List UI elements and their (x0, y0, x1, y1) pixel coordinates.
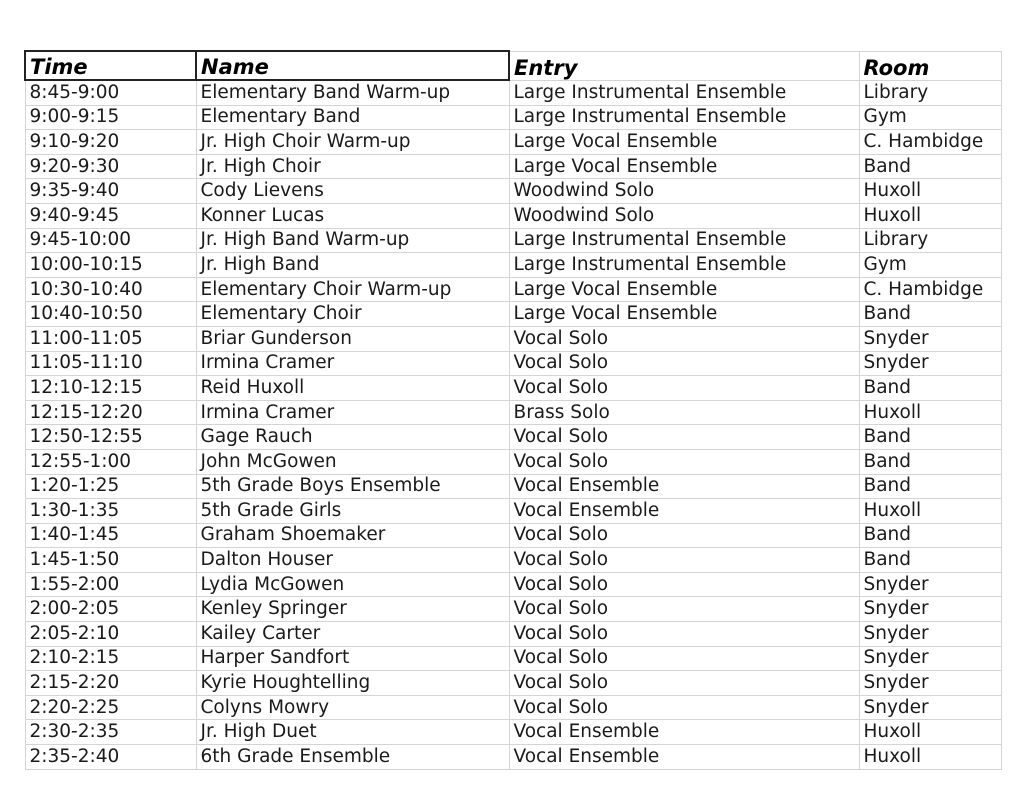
cell-room: Huxoll (859, 179, 1001, 204)
cell-room: Snyder (859, 351, 1001, 376)
cell-entry: Vocal Ensemble (509, 474, 859, 499)
cell-room: Snyder (859, 671, 1001, 696)
cell-time: 12:15-12:20 (25, 400, 196, 425)
cell-room: C. Hambidge (859, 130, 1001, 155)
cell-name: Irmina Cramer (196, 400, 509, 425)
cell-room: Gym (859, 105, 1001, 130)
cell-entry: Woodwind Solo (509, 203, 859, 228)
table-row (25, 548, 1001, 573)
cell-name: Jr. High Choir (196, 154, 509, 179)
cell-entry: Vocal Solo (509, 376, 859, 401)
cell-name: Irmina Cramer (196, 351, 509, 376)
cell-room: Band (859, 449, 1001, 474)
cell-room: Library (859, 228, 1001, 253)
table-row (25, 302, 1001, 327)
cell-room: Gym (859, 253, 1001, 278)
header-entry: Entry (509, 51, 859, 80)
header-room: Room (859, 51, 1001, 80)
cell-name: Colyns Mowry (196, 695, 509, 720)
cell-name: Elementary Band (196, 105, 509, 130)
cell-time: 2:00-2:05 (25, 597, 196, 622)
cell-room: Band (859, 523, 1001, 548)
table-row (25, 400, 1001, 425)
cell-name: Reid Huxoll (196, 376, 509, 401)
cell-time: 2:05-2:10 (25, 622, 196, 647)
cell-entry: Large Instrumental Ensemble (509, 253, 859, 278)
cell-room: Band (859, 425, 1001, 450)
cell-time: 10:30-10:40 (25, 277, 196, 302)
cell-time: 9:40-9:45 (25, 203, 196, 228)
schedule-table (24, 50, 1002, 770)
table-row (25, 499, 1001, 524)
cell-room: Snyder (859, 572, 1001, 597)
cell-name: Kenley Springer (196, 597, 509, 622)
cell-name: Kyrie Houghtelling (196, 671, 509, 696)
cell-room: Band (859, 376, 1001, 401)
cell-room: Huxoll (859, 745, 1001, 770)
cell-time: 12:50-12:55 (25, 425, 196, 450)
cell-time: 1:40-1:45 (25, 523, 196, 548)
table-row (25, 154, 1001, 179)
table-row (25, 745, 1001, 770)
cell-entry: Vocal Solo (509, 523, 859, 548)
table-row (25, 130, 1001, 155)
cell-entry: Vocal Solo (509, 449, 859, 474)
table-row (25, 449, 1001, 474)
cell-entry: Vocal Solo (509, 351, 859, 376)
cell-entry: Vocal Solo (509, 326, 859, 351)
cell-name: Jr. High Band (196, 253, 509, 278)
cell-entry: Brass Solo (509, 400, 859, 425)
cell-name: Dalton Houser (196, 548, 509, 573)
table-row (25, 228, 1001, 253)
cell-entry: Large Instrumental Ensemble (509, 228, 859, 253)
cell-room: Band (859, 154, 1001, 179)
cell-entry: Vocal Solo (509, 548, 859, 573)
cell-time: 11:05-11:10 (25, 351, 196, 376)
cell-entry: Large Instrumental Ensemble (509, 105, 859, 130)
cell-name: Graham Shoemaker (196, 523, 509, 548)
cell-time: 9:00-9:15 (25, 105, 196, 130)
cell-entry: Vocal Solo (509, 695, 859, 720)
table-row (25, 622, 1001, 647)
cell-time: 2:20-2:25 (25, 695, 196, 720)
cell-name: Lydia McGowen (196, 572, 509, 597)
cell-entry: Large Vocal Ensemble (509, 130, 859, 155)
cell-entry: Large Instrumental Ensemble (509, 80, 859, 105)
cell-name: 5th Grade Boys Ensemble (196, 474, 509, 499)
cell-time: 2:30-2:35 (25, 720, 196, 745)
table-row (25, 351, 1001, 376)
cell-name: Kailey Carter (196, 622, 509, 647)
cell-time: 1:45-1:50 (25, 548, 196, 573)
cell-name: Briar Gunderson (196, 326, 509, 351)
cell-entry: Vocal Ensemble (509, 499, 859, 524)
cell-name: Elementary Band Warm-up (196, 80, 509, 105)
table-row (25, 572, 1001, 597)
cell-time: 12:10-12:15 (25, 376, 196, 401)
cell-name: Harper Sandfort (196, 646, 509, 671)
table-row (25, 105, 1001, 130)
table-row (25, 523, 1001, 548)
table-row (25, 376, 1001, 401)
cell-time: 9:45-10:00 (25, 228, 196, 253)
header-row (25, 51, 1001, 80)
cell-name: Gage Rauch (196, 425, 509, 450)
cell-room: Band (859, 302, 1001, 327)
cell-room: Snyder (859, 695, 1001, 720)
cell-entry: Vocal Solo (509, 622, 859, 647)
cell-room: Snyder (859, 646, 1001, 671)
cell-room: Snyder (859, 622, 1001, 647)
cell-entry: Vocal Solo (509, 671, 859, 696)
cell-time: 12:55-1:00 (25, 449, 196, 474)
cell-time: 10:40-10:50 (25, 302, 196, 327)
table-row (25, 203, 1001, 228)
cell-entry: Vocal Solo (509, 425, 859, 450)
cell-room: Snyder (859, 326, 1001, 351)
cell-time: 2:35-2:40 (25, 745, 196, 770)
cell-time: 9:10-9:20 (25, 130, 196, 155)
cell-room: Band (859, 548, 1001, 573)
cell-entry: Vocal Ensemble (509, 720, 859, 745)
cell-time: 1:20-1:25 (25, 474, 196, 499)
table-row (25, 179, 1001, 204)
cell-room: Band (859, 474, 1001, 499)
cell-entry: Large Vocal Ensemble (509, 154, 859, 179)
table-row (25, 80, 1001, 105)
table-row (25, 326, 1001, 351)
cell-room: Huxoll (859, 203, 1001, 228)
cell-time: 1:30-1:35 (25, 499, 196, 524)
cell-entry: Large Vocal Ensemble (509, 302, 859, 327)
cell-name: 5th Grade Girls (196, 499, 509, 524)
cell-name: Elementary Choir Warm-up (196, 277, 509, 302)
table-row (25, 720, 1001, 745)
cell-room: Huxoll (859, 400, 1001, 425)
table-row (25, 277, 1001, 302)
cell-entry: Vocal Ensemble (509, 745, 859, 770)
cell-entry: Vocal Solo (509, 646, 859, 671)
cell-name: Jr. High Band Warm-up (196, 228, 509, 253)
cell-name: Elementary Choir (196, 302, 509, 327)
schedule-sheet (24, 50, 1000, 770)
table-row (25, 425, 1001, 450)
header-name: Name (196, 51, 509, 80)
table-body (25, 80, 1001, 769)
cell-time: 1:55-2:00 (25, 572, 196, 597)
table-row (25, 597, 1001, 622)
cell-entry: Vocal Solo (509, 597, 859, 622)
cell-name: 6th Grade Ensemble (196, 745, 509, 770)
cell-entry: Large Vocal Ensemble (509, 277, 859, 302)
table-row (25, 695, 1001, 720)
cell-time: 2:15-2:20 (25, 671, 196, 696)
cell-room: Library (859, 80, 1001, 105)
cell-name: Jr. High Duet (196, 720, 509, 745)
cell-time: 10:00-10:15 (25, 253, 196, 278)
table-header (25, 51, 1001, 80)
cell-room: Huxoll (859, 720, 1001, 745)
cell-name: Cody Lievens (196, 179, 509, 204)
table-row (25, 671, 1001, 696)
table-row (25, 253, 1001, 278)
cell-room: C. Hambidge (859, 277, 1001, 302)
cell-room: Snyder (859, 597, 1001, 622)
cell-time: 2:10-2:15 (25, 646, 196, 671)
cell-name: Konner Lucas (196, 203, 509, 228)
cell-entry: Vocal Solo (509, 572, 859, 597)
cell-time: 9:20-9:30 (25, 154, 196, 179)
cell-name: Jr. High Choir Warm-up (196, 130, 509, 155)
cell-time: 8:45-9:00 (25, 80, 196, 105)
header-time: Time (25, 51, 196, 80)
cell-time: 11:00-11:05 (25, 326, 196, 351)
table-row (25, 474, 1001, 499)
cell-room: Huxoll (859, 499, 1001, 524)
cell-name: John McGowen (196, 449, 509, 474)
table-row (25, 646, 1001, 671)
cell-time: 9:35-9:40 (25, 179, 196, 204)
cell-entry: Woodwind Solo (509, 179, 859, 204)
